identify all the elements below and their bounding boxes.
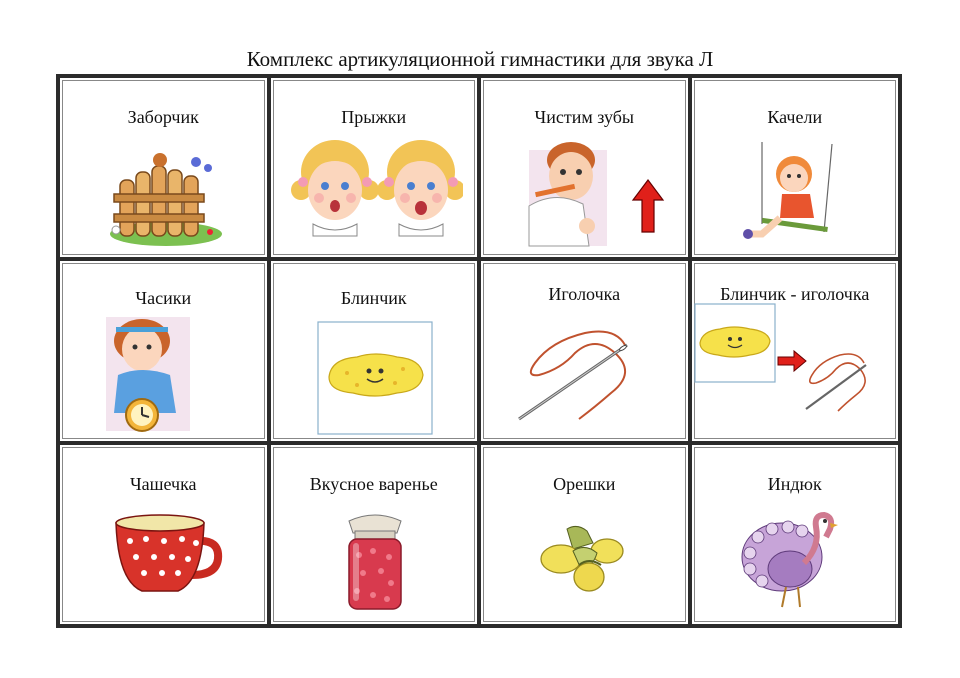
boy-brushing-teeth-icon: [525, 130, 611, 248]
card-pancake-needle: [692, 261, 899, 440]
card-label: Прыжки: [341, 107, 407, 127]
card-label: Вкусное варенье: [309, 473, 438, 494]
card-label: Блинчик: [340, 288, 407, 309]
card-label: Качели: [767, 107, 823, 127]
card-jumps: [271, 78, 478, 257]
pancake-to-needle-icon: [694, 303, 890, 417]
card-label: Заборчик: [127, 107, 199, 127]
card-label: Орешки: [553, 473, 616, 494]
card-fence: [60, 78, 267, 257]
card-swing: [692, 78, 899, 257]
card-label: Чашечка: [129, 473, 197, 494]
card-pancake: [271, 261, 478, 440]
pancake-icon: [317, 321, 433, 435]
card-label: Иголочка: [548, 284, 621, 305]
nuts-icon: [537, 521, 633, 595]
arrow-up-icon: [631, 178, 665, 234]
needle-thread-icon: [515, 323, 655, 423]
card-cup: [60, 445, 267, 624]
boy-on-swing-icon: [732, 138, 842, 248]
page-title: Комплекс артикуляционной гимнастики для звука Л: [246, 47, 714, 71]
card-label: Блинчик - иголочка: [720, 284, 870, 305]
card-turkey: [692, 445, 899, 624]
cup-icon: [112, 511, 224, 595]
card-jam: [271, 445, 478, 624]
jam-jar-icon: [343, 511, 407, 613]
exercise-grid: [56, 74, 902, 628]
card-clock: [60, 261, 267, 440]
girl-with-clock-icon: [104, 313, 194, 435]
fence-icon: [106, 152, 222, 246]
turkey-icon: [738, 507, 848, 613]
card-label: Чистим зубы: [534, 107, 634, 127]
card-nuts: [481, 445, 688, 624]
card-needle: [481, 261, 688, 440]
card-label: Часики: [135, 288, 192, 309]
card-brush-teeth: [481, 78, 688, 257]
card-label: Индюк: [767, 473, 822, 494]
girls-faces-icon: [291, 132, 463, 242]
